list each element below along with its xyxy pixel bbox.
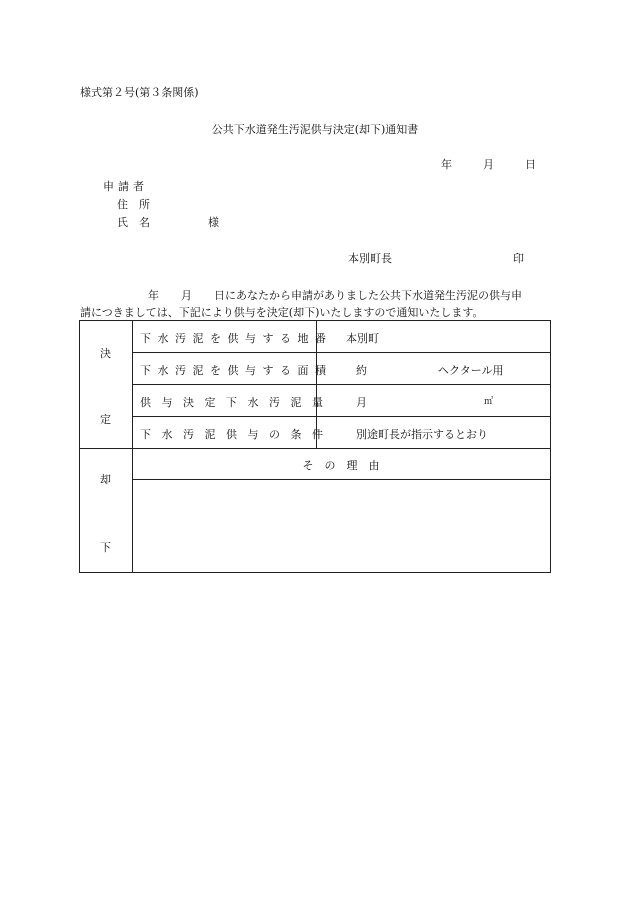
seal-mark: 印	[513, 252, 524, 265]
reject-label-bottom: 下	[100, 541, 111, 554]
notice-line-1: 年 月 日にあなたから申請がありました公共下水道発生汚泥の供与申	[148, 289, 522, 302]
reason-header: そ の 理 由	[302, 459, 380, 472]
applicant-label: 申請者	[103, 180, 148, 193]
decision-label-bottom: 定	[100, 413, 111, 426]
row-value-condition: 別途町長が指示するとおり	[356, 428, 488, 441]
notice-body	[80, 287, 550, 321]
row-value-amount: 月	[356, 396, 367, 409]
form-number: 様式第２号(第３条関係)	[80, 86, 199, 99]
date-day: 日	[525, 158, 536, 171]
row-unit-amount: ㎥	[484, 397, 494, 407]
address-label: 住 所	[117, 198, 150, 211]
honorific: 様	[208, 216, 219, 229]
row-label-condition: 下水汚泥供与の条件	[140, 428, 334, 441]
name-label: 氏 名	[117, 216, 150, 229]
row-label-amount: 供与決定下水汚泥量	[140, 396, 334, 409]
decision-label-top: 決	[100, 347, 111, 360]
row-value-area: 約	[356, 364, 367, 377]
document-title: 公共下水道発生汚泥供与決定(却下)通知書	[211, 123, 419, 136]
issuer-name: 本別町長	[348, 252, 392, 265]
reject-label-top: 却	[100, 473, 111, 486]
row-unit-area: ヘクタール用	[438, 364, 504, 377]
decision-table	[79, 320, 551, 573]
date-month: 月	[483, 158, 494, 171]
row-label-area: 下水汚泥を供与する面積	[140, 364, 333, 377]
date-year: 年	[441, 158, 452, 171]
notice-line-2: 請につきましては、下記により供与を決定(却下)いたしますので通知いたします。	[80, 306, 484, 319]
row-label-lot: 下水汚泥を供与する地番	[140, 332, 333, 345]
row-value-lot: 本別町	[346, 332, 379, 345]
date-line	[441, 156, 536, 172]
